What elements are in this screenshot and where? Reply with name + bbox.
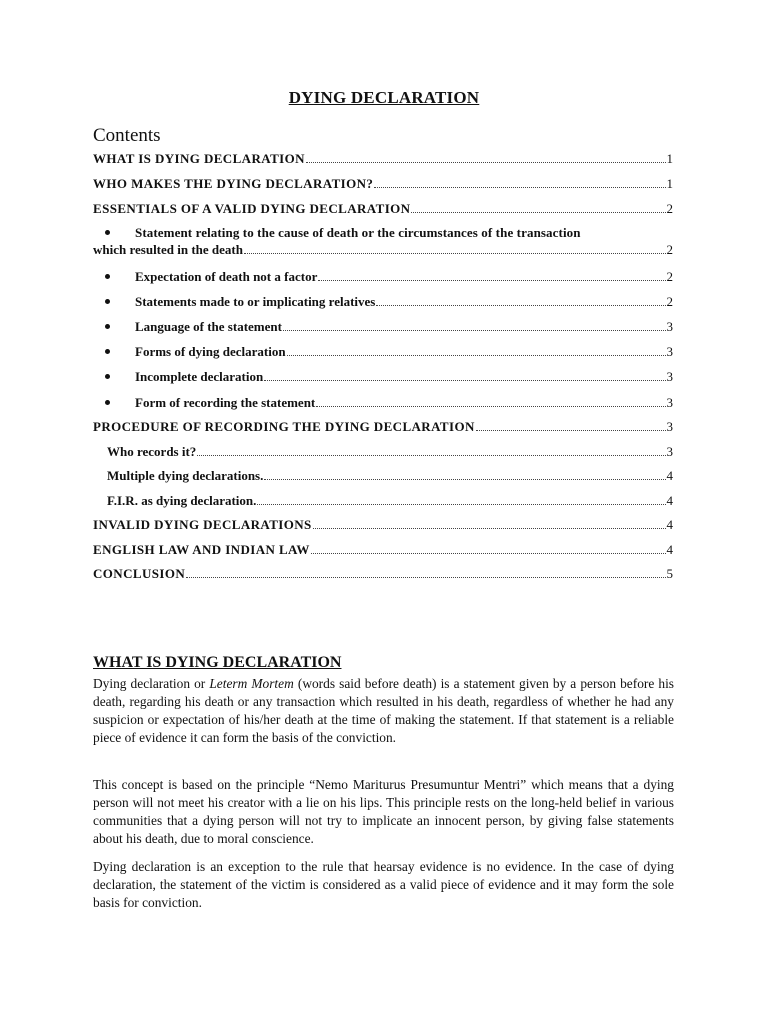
toc-leader bbox=[197, 454, 665, 456]
toc-label: Forms of dying declaration bbox=[135, 344, 286, 359]
toc-page-number: 4 bbox=[666, 493, 673, 508]
toc-leader bbox=[283, 329, 666, 331]
toc-leader bbox=[186, 576, 665, 578]
toc-entry[interactable] bbox=[93, 565, 673, 582]
toc-label: ENGLISH LAW AND INDIAN LAW bbox=[93, 542, 310, 557]
toc-leader bbox=[374, 186, 665, 188]
toc-leader bbox=[313, 527, 666, 529]
bullet-icon bbox=[105, 299, 110, 304]
toc-leader bbox=[306, 161, 666, 163]
toc-label: INVALID DYING DECLARATIONS bbox=[93, 517, 312, 532]
toc-leader bbox=[311, 552, 666, 554]
toc-page-number: 2 bbox=[666, 242, 673, 257]
toc-label: WHAT IS DYING DECLARATION bbox=[93, 151, 305, 166]
toc-entry[interactable] bbox=[107, 443, 673, 460]
paragraph: Dying declaration is an exception to the rule that hearsay evidence is no evidence. In the case of dying declaration, the statement of the victim is considered as a valid piece of evidence and it may form the sole basis for conviction. bbox=[93, 859, 674, 910]
toc-entry[interactable] bbox=[135, 268, 673, 285]
toc-leader bbox=[264, 379, 665, 381]
bullet-icon bbox=[105, 349, 110, 354]
toc-leader bbox=[287, 354, 666, 356]
toc-page-number: 1 bbox=[666, 176, 673, 191]
toc-entry[interactable] bbox=[93, 418, 673, 435]
toc-entry[interactable] bbox=[135, 368, 673, 385]
toc-label: F.I.R. as dying declaration. bbox=[107, 493, 257, 508]
toc-label: Form of recording the statement bbox=[135, 395, 316, 410]
toc-entry[interactable] bbox=[135, 318, 673, 335]
toc-label: CONCLUSION bbox=[93, 566, 186, 581]
toc-page-number: 4 bbox=[666, 542, 673, 557]
toc-page-number: 1 bbox=[666, 151, 673, 166]
toc-leader bbox=[257, 503, 665, 505]
toc-leader bbox=[376, 304, 665, 306]
toc-label: Statements made to or implicating relatives bbox=[135, 294, 376, 309]
toc-page-number: 3 bbox=[666, 344, 673, 359]
toc-label: WHO MAKES THE DYING DECLARATION? bbox=[93, 176, 374, 191]
toc-leader bbox=[411, 211, 665, 213]
toc-entry[interactable] bbox=[135, 343, 673, 360]
toc-label: Expectation of death not a factor bbox=[135, 269, 318, 284]
toc-entry[interactable] bbox=[107, 467, 673, 484]
toc-leader bbox=[316, 405, 665, 407]
bullet-icon bbox=[105, 324, 110, 329]
toc-page-number: 3 bbox=[666, 319, 673, 334]
toc-entry[interactable] bbox=[135, 293, 673, 310]
toc-entry[interactable] bbox=[93, 200, 673, 217]
section-heading: WHAT IS DYING DECLARATION bbox=[93, 654, 342, 671]
toc-page-number: 2 bbox=[666, 201, 673, 216]
paragraph bbox=[93, 675, 674, 747]
toc-label: Who records it? bbox=[107, 444, 197, 459]
paragraph-emphasis: Leterm Mortem bbox=[209, 676, 294, 691]
toc-page-number: 3 bbox=[666, 369, 673, 384]
toc-leader bbox=[476, 429, 666, 431]
bullet-icon bbox=[105, 230, 110, 235]
toc-page-number: 5 bbox=[666, 566, 673, 581]
toc-entry[interactable] bbox=[135, 394, 673, 411]
toc-leader bbox=[318, 279, 665, 281]
paragraph: This concept is based on the principle “Nemo Mariturus Presumuntur Mentri” which means that a dying person will not meet his creator with a lie on his lips. This principle rests on the long-held belief in various communities that a dying person will not try to implicate an innocent person, by giving false statements about his death, due to moral conscience. bbox=[93, 777, 674, 846]
toc-label: Language of the statement bbox=[135, 319, 282, 334]
toc-entry[interactable] bbox=[93, 541, 673, 558]
toc-leader bbox=[244, 252, 666, 254]
contents-heading: Contents bbox=[93, 125, 161, 146]
toc-entry[interactable] bbox=[93, 516, 673, 533]
toc-page-number: 3 bbox=[666, 419, 673, 434]
toc-label: PROCEDURE OF RECORDING THE DYING DECLARATION bbox=[93, 419, 475, 434]
bullet-icon bbox=[105, 274, 110, 279]
paragraph-text: Dying declaration or bbox=[93, 676, 210, 691]
toc-page-number: 2 bbox=[666, 269, 673, 284]
toc-entry[interactable] bbox=[107, 492, 673, 509]
toc-label: Incomplete declaration bbox=[135, 369, 264, 384]
toc-page-number: 3 bbox=[666, 395, 673, 410]
bullet-icon bbox=[105, 374, 110, 379]
toc-leader bbox=[264, 478, 665, 480]
toc-page-number: 2 bbox=[666, 294, 673, 309]
toc-page-number: 4 bbox=[666, 468, 673, 483]
toc-label: Multiple dying declarations. bbox=[107, 468, 264, 483]
paragraph-text: (words said before death) is a statement given by a person before his death, regarding his death or any transaction which resulted in his death, regardless of whether he had any suspicion or expectation of his/her death at the time of making the statement. If that statement is a reliable piece of evidence it can form the basis of the conviction. bbox=[93, 676, 675, 745]
toc-entry[interactable] bbox=[93, 224, 673, 258]
toc-entry[interactable] bbox=[93, 175, 673, 192]
bullet-icon bbox=[105, 400, 110, 405]
document-title: DYING DECLARATION bbox=[288, 88, 480, 107]
toc-page-number: 4 bbox=[666, 517, 673, 532]
toc-label-continued: which resulted in the death bbox=[93, 242, 243, 257]
toc-page-number: 3 bbox=[666, 444, 673, 459]
toc-entry[interactable] bbox=[93, 150, 673, 167]
toc-label: ESSENTIALS OF A VALID DYING DECLARATION bbox=[93, 201, 411, 216]
toc-label: Statement relating to the cause of death or the circumstances of the transaction bbox=[135, 225, 581, 240]
